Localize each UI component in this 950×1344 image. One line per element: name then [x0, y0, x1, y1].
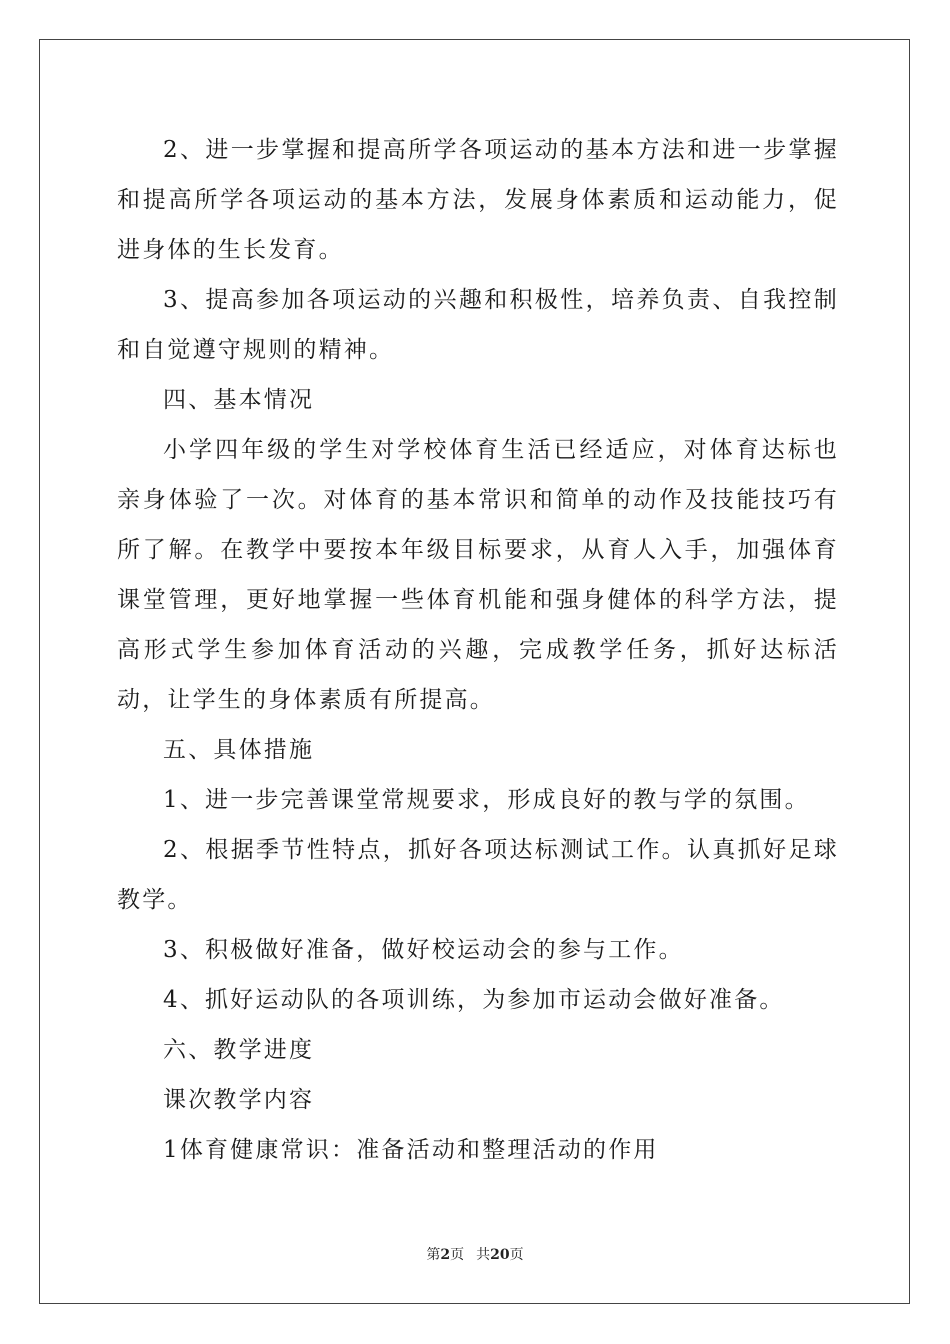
footer-page-prefix: 第 — [426, 1247, 441, 1263]
footer-total-prefix: 共 — [476, 1247, 491, 1263]
footer-page-number: 2 — [440, 1247, 451, 1263]
footer-total-pages: 20 — [490, 1247, 510, 1263]
paragraph-measure-2: 2、根据季节性特点，抓好各项达标测试工作。认真抓好足球教学。 — [117, 837, 839, 913]
section-heading-specific-measures: 五、具体措施 — [163, 737, 315, 763]
paragraph-measure-3: 3、积极做好准备，做好校运动会的参与工作。 — [163, 937, 684, 963]
page-footer — [0, 1246, 950, 1264]
footer-total-suffix: 页 — [509, 1247, 524, 1263]
paragraph-basic-situation: 小学四年级的学生对学校体育生活已经适应，对体育达标也亲身体验了一次。对体育的基本常识和简单的动作及技能技巧有所了解。在教学中要按本年级目标要求，从育人入手，加强体育课堂管理，更好地掌握一些体育机能和强身健体的科学方法，提高形式学生参加体育活动的兴趣，完成教学任务，抓好达标活动，让学生的身体素质有所提高。 — [117, 437, 839, 713]
section-heading-basic-situation: 四、基本情况 — [163, 387, 315, 413]
paragraph-measure-1: 1、进一步完善课堂常规要求，形成良好的教与学的氛围。 — [163, 787, 810, 813]
paragraph-goal-3: 3、提高参加各项运动的兴趣和积极性，培养负责、自我控制和自觉遵守规则的精神。 — [117, 287, 839, 363]
document-body — [117, 125, 839, 1175]
paragraph-lesson-header: 课次教学内容 — [163, 1087, 315, 1113]
paragraph-lesson-1: 1体育健康常识：准备活动和整理活动的作用 — [163, 1137, 659, 1163]
paragraph-measure-4: 4、抓好运动队的各项训练，为参加市运动会做好准备。 — [163, 987, 785, 1013]
paragraph-goal-2: 2、进一步掌握和提高所学各项运动的基本方法和进一步掌握和提高所学各项运动的基本方法，发展身体素质和运动能力，促进身体的生长发育。 — [117, 137, 839, 263]
footer-page-suffix: 页 — [450, 1247, 465, 1263]
section-heading-teaching-progress: 六、教学进度 — [163, 1037, 315, 1063]
